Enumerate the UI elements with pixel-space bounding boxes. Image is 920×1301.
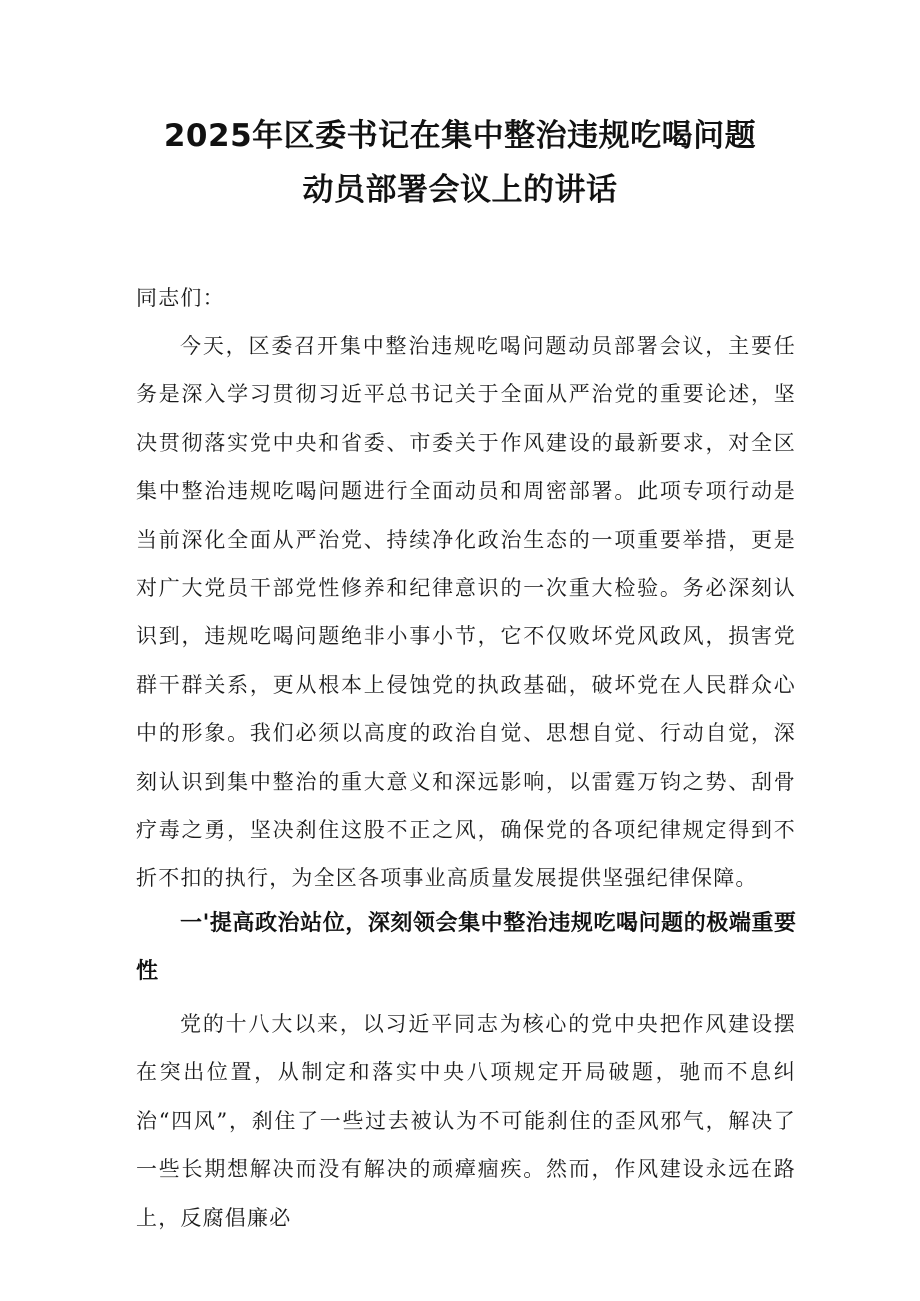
paragraph-intro: 今天，区委召开集中整治违规吃喝问题动员部署会议，主要任务是深入学习贯彻习近平总书记关于全面从严治党的重要论述，坚决贯彻落实党中央和省委、市委关于作风建设的最新要求，对全区集中整治违规吃喝问题进行全面动员和周密部署。此项专项行动是当前深化全面从严治党、持续净化政治生态的一项重要举措，更是对广大党员干部党性修养和纪律意识的一次重大检验。务必深刻认识到，违规吃喝问题绝非小事小节，它不仅败坏党风政风，损害党群干群关系，更从根本上侵蚀党的执政基础，破坏党在人民群众心中的形象。我们必须以高度的政治自觉、思想自觉、行动自觉，深刻认识到集中整治的重大意义和深远影响，以雷霆万钧之势、刮骨疗毒之勇，坚决刹住这股不正之风，确保党的各项纪律规定得到不折不扣的执行，为全区各项事业高质量发展提供坚强纪律保障。 (136, 334, 796, 891)
salutation: 同志们： (136, 286, 225, 310)
paragraph-section-1: 党的十八大以来，以习近平同志为核心的党中央把作风建设摆在突出位置，从制定和落实中央八项规定开局破题，驰而不息纠治“四风”，刹住了一些过去被认为不可能刹住的歪风邪气，解决了一些长期想解决而没有解决的顽瘴痼疾。然而，作风建设永远在路上，反腐倡廉必 (136, 1012, 796, 1230)
section-heading-1: 一'提高政治站位，深刻领会集中整治违规吃喝问题的极端重要性 (136, 911, 796, 984)
document-title-line-1: 2025年区委书记在集中整治违规吃喝问题 (163, 118, 757, 154)
document-title-line-2: 动员部署会议上的讲话 (302, 172, 618, 208)
